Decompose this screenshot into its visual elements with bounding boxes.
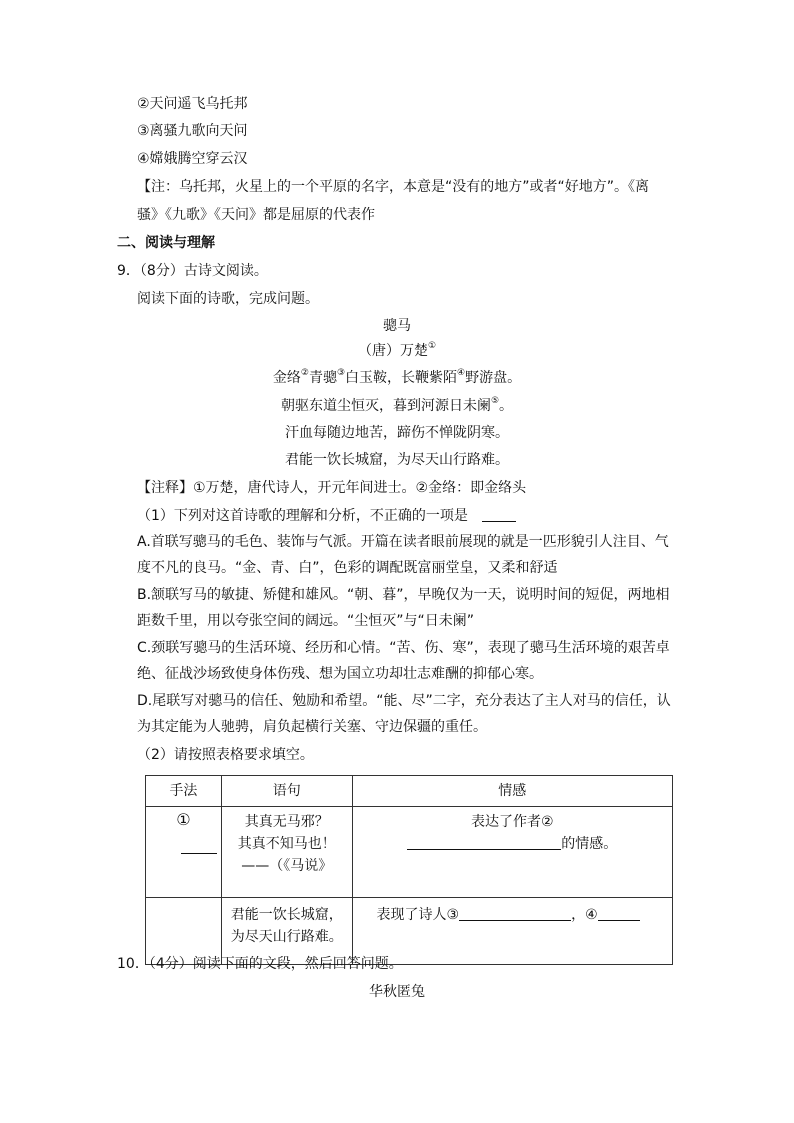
poem-line: 君能一饮长城窟，为尽天山行路难。 <box>285 452 509 468</box>
table-cell: 其真无马邪？ 其真不知马也！ ——（《马说》 <box>221 807 352 898</box>
note-line: 骚》《九歌》《天问》都是屈原的代表作 <box>137 207 375 223</box>
answer-blank[interactable] <box>181 839 217 854</box>
option-d: 为其定能为人驰骋，肩负起横行关塞、守边保疆的重任。 <box>137 719 487 735</box>
option-b: B.颔联写马的敏捷、矫健和雄风。“朝、暮”，早晚仅为一天，说明时间的短促，两地相 <box>137 587 670 603</box>
option-b: 距数千里，用以夸张空间的阔远。“尘恒灭”与“日未阑” <box>137 613 475 629</box>
list-item: ④嫦娥腾空穿云汉 <box>137 151 248 167</box>
table-header: 语句 <box>221 776 352 807</box>
poem-line: 汗血每随边地苦，蹄伤不惮陇阴寒。 <box>285 425 509 441</box>
table-cell: ① <box>146 807 222 898</box>
list-item: ②天问遥飞乌托邦 <box>137 96 248 112</box>
poem-title: 骢马 <box>383 318 411 334</box>
sub-question: （2）请按照表格要求填空。 <box>137 747 314 763</box>
table-row <box>146 807 673 898</box>
answer-blank[interactable] <box>407 835 561 850</box>
question-header: 10．（4分）阅读下面的文段，然后回答问题。 <box>117 956 403 972</box>
section-title: 二、阅读与理解 <box>117 235 215 251</box>
table-header: 手法 <box>146 776 222 807</box>
note-line: 【注：乌托邦，火星上的一个平原的名字，本意是“没有的地方”或者“好地方”。《离 <box>137 179 650 195</box>
table-cell: 表达了作者② 的情感。 <box>352 807 672 898</box>
table-header: 情感 <box>352 776 672 807</box>
answer-blank[interactable] <box>598 906 640 921</box>
option-c: C.颈联写骢马的生活环境、经历和心情。“苦、伤、寒”，表现了骢马生活环境的艰苦卓 <box>137 640 670 656</box>
answer-blank[interactable] <box>459 906 571 921</box>
option-a: 度不凡的良马。“金、青、白”，色彩的调配既富丽堂皇，又柔和舒适 <box>137 560 558 576</box>
option-d: D.尾联写对骢马的信任、勉励和希望。“能、尽”二字，充分表达了主人对马的信任，认 <box>137 693 671 709</box>
poem-line: 朝驱东道尘恒灭，暮到河源日未阑⑤。 <box>280 396 514 414</box>
answer-blank[interactable] <box>482 507 516 522</box>
question-header: 9．（8分）古诗文阅读。 <box>117 263 268 279</box>
poem-author: （唐）万楚① <box>357 341 437 359</box>
answer-table <box>145 775 673 965</box>
sub-question: （1）下列对这首诗歌的理解和分析，不正确的一项是 <box>137 506 516 526</box>
question-instruction: 阅读下面的诗歌，完成问题。 <box>137 291 319 307</box>
option-c: 绝、征战沙场致使身体伤残、想为国立功却壮志难酬的抑郁心寒。 <box>137 666 543 682</box>
annotation: 【注释】①万楚，唐代诗人，开元年间进士。②金络：即金络头 <box>137 480 527 496</box>
option-a: A.首联写骢马的毛色、装饰与气派。开篇在读者眼前展现的就是一匹形貌引人注目、气 <box>137 534 669 550</box>
table-cell: 君能一饮长城窟， 为尽天山行路难。 <box>221 898 352 965</box>
poem-line: 金络②青骢③白玉鞍，长鞭紫陌④野游盘。 <box>272 368 522 386</box>
list-item: ③离骚九歌向天问 <box>137 123 248 139</box>
passage-title: 华秋匿兔 <box>369 984 425 1000</box>
table-cell: 表现了诗人③ ，④ <box>352 898 672 965</box>
